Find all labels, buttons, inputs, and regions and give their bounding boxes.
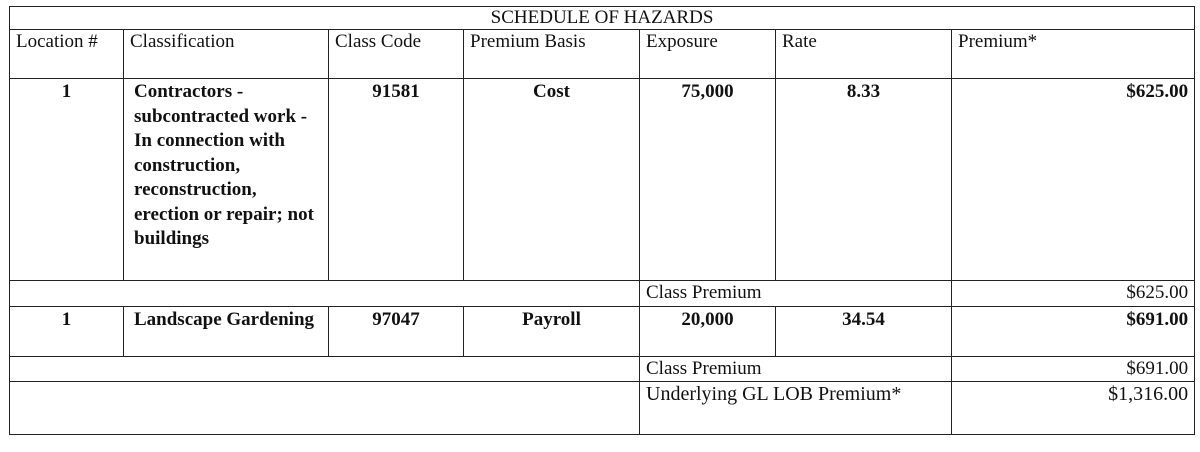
cell-classification: Landscape Gardening bbox=[124, 306, 329, 356]
header-row bbox=[10, 30, 1195, 79]
blank-cell bbox=[10, 356, 640, 382]
cell-classification: Contractors - subcontracted work - In connection with construction, reconstruction, erection or repair; not buildings bbox=[124, 79, 329, 281]
cell-premium: $625.00 bbox=[952, 79, 1195, 281]
cell-exposure: 20,000 bbox=[640, 306, 776, 356]
class-premium-value: $625.00 bbox=[952, 281, 1195, 307]
cell-premium: $691.00 bbox=[952, 306, 1195, 356]
cell-premium-basis: Cost bbox=[464, 79, 640, 281]
header-premium-basis: Premium Basis bbox=[464, 30, 640, 79]
header-class-code: Class Code bbox=[329, 30, 464, 79]
header-premium: Premium* bbox=[952, 30, 1195, 79]
class-premium-value: $691.00 bbox=[952, 356, 1195, 382]
schedule-of-hazards bbox=[9, 6, 1195, 435]
cell-class-code: 91581 bbox=[329, 79, 464, 281]
header-classification: Classification bbox=[124, 30, 329, 79]
header-exposure: Exposure bbox=[640, 30, 776, 79]
cell-exposure: 75,000 bbox=[640, 79, 776, 281]
class-premium-label: Class Premium bbox=[640, 281, 952, 307]
total-value: $1,316.00 bbox=[952, 382, 1195, 435]
total-label: Underlying GL LOB Premium* bbox=[640, 382, 952, 435]
class-premium-row bbox=[10, 281, 1195, 307]
hazards-table bbox=[9, 6, 1195, 435]
cell-location: 1 bbox=[10, 306, 124, 356]
header-rate: Rate bbox=[776, 30, 952, 79]
cell-location: 1 bbox=[10, 79, 124, 281]
table-row bbox=[10, 79, 1195, 281]
class-premium-row bbox=[10, 356, 1195, 382]
cell-rate: 34.54 bbox=[776, 306, 952, 356]
total-row bbox=[10, 382, 1195, 435]
cell-premium-basis: Payroll bbox=[464, 306, 640, 356]
cell-class-code: 97047 bbox=[329, 306, 464, 356]
header-location: Location # bbox=[10, 30, 124, 79]
table-row bbox=[10, 306, 1195, 356]
title-row bbox=[10, 7, 1195, 30]
blank-cell bbox=[10, 281, 640, 307]
blank-cell bbox=[10, 382, 640, 435]
class-premium-label: Class Premium bbox=[640, 356, 952, 382]
table-title: SCHEDULE OF HAZARDS bbox=[10, 7, 1195, 30]
cell-rate: 8.33 bbox=[776, 79, 952, 281]
